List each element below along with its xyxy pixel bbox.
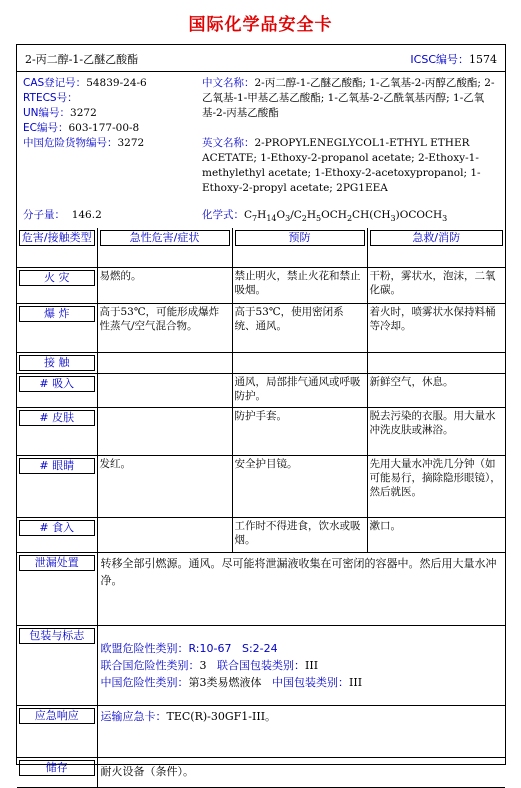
exposure-prevention [232,352,367,373]
eu-r-phrases: R:10-67 [188,641,232,655]
explosion-hazard: 高于53℃，可能形成爆炸性蒸气/空气混合物。 [97,303,232,352]
english-names [202,136,500,196]
inhalation-firstaid: 新鲜空气，休息。 [367,373,505,407]
header-hazard: 急性危害/症状 [100,230,230,246]
formula-value [244,209,448,224]
cas-label: CAS登记号： [23,77,87,89]
row-label-inhalation: # 吸入 [19,376,95,392]
molecular-weight [23,208,102,223]
cn-danger-value: 3272 [117,137,145,149]
en-name-value: 2-PROPYLENEGLYCOL1-ETHYL ETHER ACETATE; 1-Ethoxy-2-propanol acetate; 2-Ethoxy-1-methylethyl acetate; 1-Ethoxy-2-acetoxypropanol; 1-Ethoxy-2-propyl acetate; 2PG1EEA [202,137,481,194]
explosion-firstaid: 着火时，喷雾状水保持料桶等冷却。 [367,303,505,352]
icsc-value: 1574 [469,53,497,66]
formula-subscript: 5 [316,214,322,224]
name-bar [17,45,505,72]
un-pack-label: 联合国包装类别： [217,658,305,672]
formula-subscript: 3 [442,214,448,224]
table-row [17,303,505,352]
cn-name-value: 2-丙二醇-1-乙醚乙酸酯; 1-乙氧基-2-丙醇乙酸酯; 2-乙氧基-1-甲基乙基乙酸酯; 1-乙氧基-2-乙酰氧基丙醇; 1-乙氧基-2-丙基乙酸酯 [202,77,495,119]
ec-value: 603-177-00-8 [68,122,140,134]
spill-text: 转移全部引燃源。通风。尽可能将泄漏液收集在可密闭的容器中。然后用大量水冲净。 [97,552,505,625]
formula-part: OCH [321,209,347,221]
cn-name-label: 中文名称： [202,77,255,89]
formula-part: CH(CH [352,209,391,221]
icsc-label: ICSC编号： [410,53,469,66]
ingestion-prevention: 工作时不得进食，饮水或吸烟。 [232,517,367,552]
formula-subscript: 7 [252,214,258,224]
packaging-row [17,625,505,705]
fire-hazard: 易燃的。 [97,267,232,303]
table-row [17,352,505,373]
emergency-row [17,705,505,757]
chinese-names [202,76,500,121]
un-class-value: 3 [199,658,207,672]
formula-part: )OCOCH [395,209,443,221]
skin-firstaid: 脱去污染的衣服。用大量水冲洗皮肤或淋浴。 [367,407,505,455]
skin-prevention: 防护手套。 [232,407,367,455]
formula-part: O [276,209,286,221]
eyes-firstaid: 先用大量水冲洗几分钟（如可能易行，摘除隐形眼镜），然后就医。 [367,455,505,517]
un-pack-value: III [305,658,319,672]
formula-part: H [306,209,317,221]
cas-value: 54839-24-6 [86,77,147,89]
spill-label: 泄漏处置 [19,555,95,571]
formula-part: /C [290,209,302,221]
formula-label: 化学式： [202,209,244,221]
ec-label: EC编号： [23,122,69,134]
formula-subscript: 14 [266,214,277,224]
storage-label: 储存 [19,760,95,776]
hazard-table [17,228,505,788]
emergency-card-value: TEC(R)-30GF1-III。 [166,709,277,723]
card-title: 国际化学品安全卡 [188,15,333,35]
table-row [17,267,505,303]
skin-hazard [97,407,232,455]
row-label-exposure: 接 触 [19,355,95,371]
formula-part: C [244,209,253,221]
ingestion-hazard [97,517,232,552]
cn-class-label: 中国危险性类别： [100,675,189,689]
emergency-label: 应急响应 [19,708,95,724]
cn-pack-value: III [349,675,363,689]
explosion-prevention: 高于53℃，使用密闭系统、通风。 [232,303,367,352]
packaging-info [97,625,505,705]
emergency-card-label: 运输应急卡： [100,709,167,723]
eu-class-label: 欧盟危险性类别： [100,641,189,655]
header-firstaid: 急救/消防 [370,230,504,246]
rtecs-label: RTECS号： [23,92,78,104]
cn-pack-label: 中国包装类别： [272,675,349,689]
storage-row [17,757,505,787]
un-value: 3272 [70,107,97,119]
table-row [17,517,505,552]
row-label-explosion: 爆 炸 [19,306,95,322]
mw-label: 分子量： [23,209,65,221]
chemical-name: 2-丙二醇-1-乙醚乙酸酯 [25,53,139,66]
formula-part: H [257,209,267,221]
table-header-row [17,228,505,267]
mw-value: 146.2 [71,209,102,221]
table-row [17,373,505,407]
cn-class-value: 第3类易燃液体 [188,675,262,689]
cn-danger-label: 中国危险货物编号： [23,137,118,149]
inhalation-prevention: 通风，局部排气通风或呼吸防护。 [232,373,367,407]
row-label-ingestion: # 食入 [19,520,95,536]
row-label-eyes: # 眼睛 [19,458,95,474]
un-label: UN编号： [23,107,71,119]
fire-prevention: 禁止明火，禁止火花和禁止吸烟。 [232,267,367,303]
row-label-fire: 火 灾 [19,270,95,286]
formula-subscript: 3 [390,214,396,224]
icsc-number [410,51,497,67]
emergency-info [97,705,505,757]
eu-s-phrases: S:2-24 [241,641,278,655]
card-frame [16,44,506,778]
packaging-label: 包装与标志 [19,628,95,644]
inhalation-hazard [97,373,232,407]
storage-text: 耐火设备（条件）。 [97,757,505,787]
identifiers-block [23,76,203,151]
exposure-hazard [97,352,232,373]
header-prevention: 预防 [235,230,365,246]
table-row [17,455,505,517]
en-name-label: 英文名称： [202,137,255,149]
exposure-firstaid [367,352,505,373]
un-class-label: 联合国危险性类别： [100,658,200,672]
formula-subscript: 3 [285,214,291,224]
row-label-skin: # 皮肤 [19,410,95,426]
formula-subscript: 2 [301,214,307,224]
eyes-prevention: 安全护目镜。 [232,455,367,517]
ingestion-firstaid: 漱口。 [367,517,505,552]
table-row [17,407,505,455]
formula-subscript: 2 [346,214,353,224]
chemical-formula [202,208,502,226]
names-block [202,76,500,196]
eyes-hazard: 发红。 [97,455,232,517]
fire-firstaid: 干粉，雾状水，泡沫，二氧化碳。 [367,267,505,303]
spill-row [17,552,505,625]
header-type: 危害/接触类型 [19,230,95,246]
